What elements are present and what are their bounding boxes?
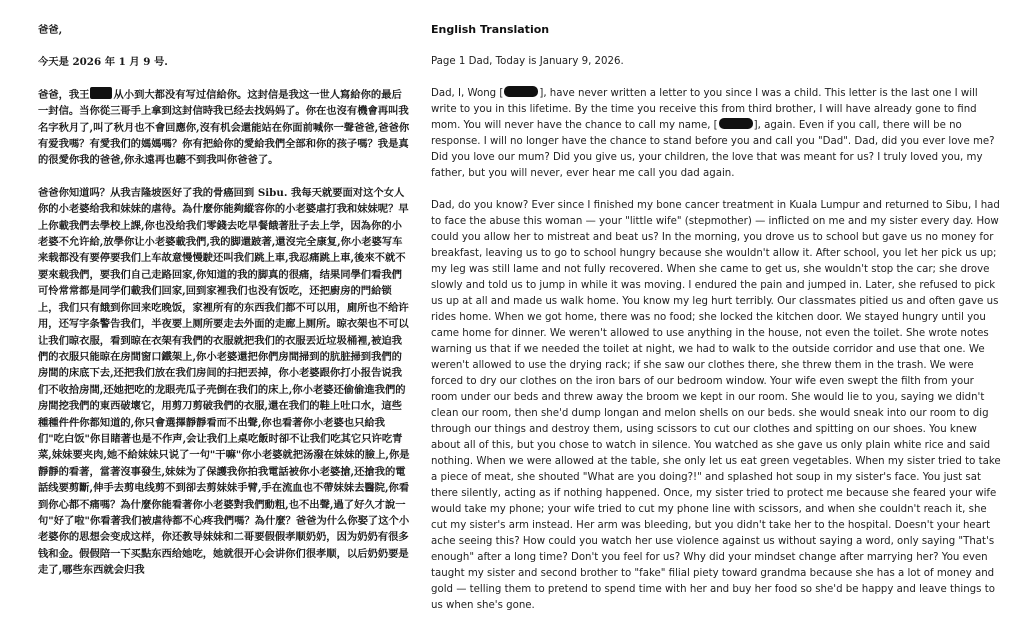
letter-p1-start: 爸爸，我王 xyxy=(38,88,90,101)
translation-date-line: Page 1 Dad, Today is January 9, 2026. xyxy=(431,56,624,67)
letter-paragraph-1 xyxy=(38,87,410,169)
translation-paragraph-1 xyxy=(431,86,1003,182)
translation-heading: English Translation xyxy=(431,23,550,36)
translation-p1-middle: ], have never written a letter to you since I was a child. This letter is the last one I will write to you in this lifetime. By the time you receive this from third brother, I will have already gone to find mom. You will never have the chance to call my name, [ xyxy=(431,88,978,131)
letter-p1-rest: 从小到大都没有写过信給你。这封信是我这一世人寫給你的最后一封信。当你從三哥手上拿到这封信時我已经去找妈妈了。你在也沒有機會再叫我名字秋月了,叫了秋月也不會回應你,沒有机会還能站在你面前喊你一聲爸爸,爸爸你有爱我嗎？有愛我们的媽媽嗎？你有把給你的愛給我們全部和你的孩子嗎？我是真的很愛你我的爸爸,你永遠再也聽不到我叫你爸爸了。 xyxy=(38,88,410,167)
redaction-mark xyxy=(90,87,112,99)
redaction-mark xyxy=(504,86,538,97)
translation-p1-end: ], again. Even if you call, there will be no response. I will no longer have the chance to stand before you and call you "Dad". Dad, did you ever love me? Did you love our mum? Did you give us, your children, the love that was meant for us? I truly loved you, my father, but you will never, ever hear me call you dad again. xyxy=(431,120,995,179)
translation-p1-start: Dad, I, Wong [ xyxy=(431,88,504,99)
original-letter-scan xyxy=(38,22,410,612)
letter-greeting: 爸爸, xyxy=(38,24,63,36)
redaction-mark xyxy=(719,118,753,129)
letter-date: 今天是 2026 年 1 月 9 号. xyxy=(38,56,168,69)
translation-paragraph-2: Dad, do you know? Ever since I finished my bone cancer treatment in Kuala Lumpur and returned to Sibu, I had to face the abuse this woman — your "little wife" (stepmother) — inflicted on me and my sister every day. How could you allow her to mistreat and beat us? In the morning, you drove us to school but gave us no money for breakfast, leaving us to go to school hungry because she wouldn't allow it. After school, you let her pick us up; my leg was still lame and not fully recovered. When she came to get us, she wouldn't stop the car; she drove slowly and told us to jump in while it was moving. I endured the pain and jumped in. Later, she refused to pick us up at all and made us walk home. You know my leg hurt terribly. Our classmates pitied us and often gave us rides home. When we got home, there was no food; she locked the kitchen door. We stayed hungry until you came home for dinner. We weren't allowed to use anything in the house, not even the toilet. She wrote notes warning us that if we needed the toilet at night, we had to walk to the outside corridor and use that one. We weren't allowed to use the drying rack; if she saw our clothes there, she threw them in the trash. We were forced to dry our clothes on the iron bars of our bedroom window. Your wife even swept the filth from your room under our beds and threw away the broom we kept in our room. She would lie to you, saying we didn't clean our room, then she'd dump longan and melon shells on our beds. she would sneak into our room to dig through our things and destroy them, using scissors to cut our clothes and spitting on our shoes. You knew about all of this, but you chose to watch in silence. You watched as she gave us only plain white rice and said nothing. When we were allowed at the table, she only let us eat green vegetables. When my sister tried to take a piece of meat, she shouted "What are you doing?!" and splashed hot soup in my sister's face. You just sat there silently, acting as if nothing happened. Once, my sister tried to protect me because she feared your wife would take my phone; your wife tried to cut my phone line with scissors, and when she couldn't reach it, she cut my sister's arm instead. Her arm was bleeding, but you didn't take her to the hospital. Doesn't your heart ache seeing this? How could you watch her use violence against us without saying a word, only saying "That's enough" after a long time? Don't you feel for us? Why did your mindset change after marrying her? You even taught my sister and second brother to "fake" filial piety toward grandma because she has a lot of money and gold — telling them to pretend to spend time with her and buy her food so she'd be happy and leave things to us when she's gone. xyxy=(431,200,1001,611)
letter-paragraph-2: 爸爸你知道吗？从我吉隆坡医好了我的骨癌回到 Sibu. 我每天就要面对这个女人你的小老婆给我和妹妹的虐待。為什麼你能夠縱容你的小老婆虐打我和妹妹呢？早上你載我們去學校上課,你也没给我们零錢去吃早餐餓著肚子去上学，因為你的小老婆不允许給,放學你让小老婆載我們,我的脚還跛著,還沒完全康复,你小老婆写车来载都没有要停要我们上车故意慢慢駛还叫我们跳上車,我忍痛跳上車,後來不就不要來载我們，要我们自己走路回家,你知道的我的脚真的很痛，结果同學们看我們可怜常常都是同学们載我们回家,回到家裡我们也没有饭吃，还把廚房的門給锁上，我们只有餓到你回来吃晚饭，家裡所有的东西我们都不可以用，廁所也不给许用，还写字条警告我们，半夜要上厕所要走去外面的走廊上厕所。晾衣架也不可以让我们晾衣服，看到晾在衣架有我們的衣服就把我们的衣服丟近垃圾桶裡,被迫我們的衣服只能晾在房間窗口鐵架上,你小老婆還把你們房間掃到的肮脏掃到我們的房間的床底下去,还把我们放在我们房间的扫把丟掉，你小老婆跟你打小报告说我们不收拾房間,还她把吃的龙眼壳瓜子壳倒在我们的床上,你小老婆还偷偷進我們的房間挖我們的東西破壞它，用剪刀剪破我們的衣服,還在我们的鞋上吐口水，這些種種件件你都知道的,你只會選擇靜靜看而不出聲,你也看著你小老婆也只給我们"吃白饭"你目睹著也是不作声,会让我们上桌吃飯时卻不让我们吃其它只许吃青菜,妹妹要夹肉,她不給妹妹只说了一句"干嘛"你小老婆就把汤潑在妹妹的臉上,你是靜靜的看著，當著沒事發生,妹妹为了保護我你拍我電話被你小老婆搶,还搶我的電話线要剪斷,伸手去剪电线剪不到卻去剪妹妹手臂,手在流血也不帶妹妹去醫院,你看到你心都不痛嗎？為什麼你能看著你小老婆對我們動粗,也不出聲,過了好久才說一句"好了啦"你看著我们被虐待都不心疼我們嗎？為什麼？爸爸为什么你娶了这个小老婆你的思想会变成这样，你还教导妹妹和二哥要假假孝顺奶奶，因为奶奶有很多钱和金。假假陪一下买點东西给她吃，她就很开心会讲你们很孝顺，以后奶奶要是走了,哪些东西就会归我 xyxy=(38,186,410,577)
english-translation xyxy=(431,22,1003,612)
